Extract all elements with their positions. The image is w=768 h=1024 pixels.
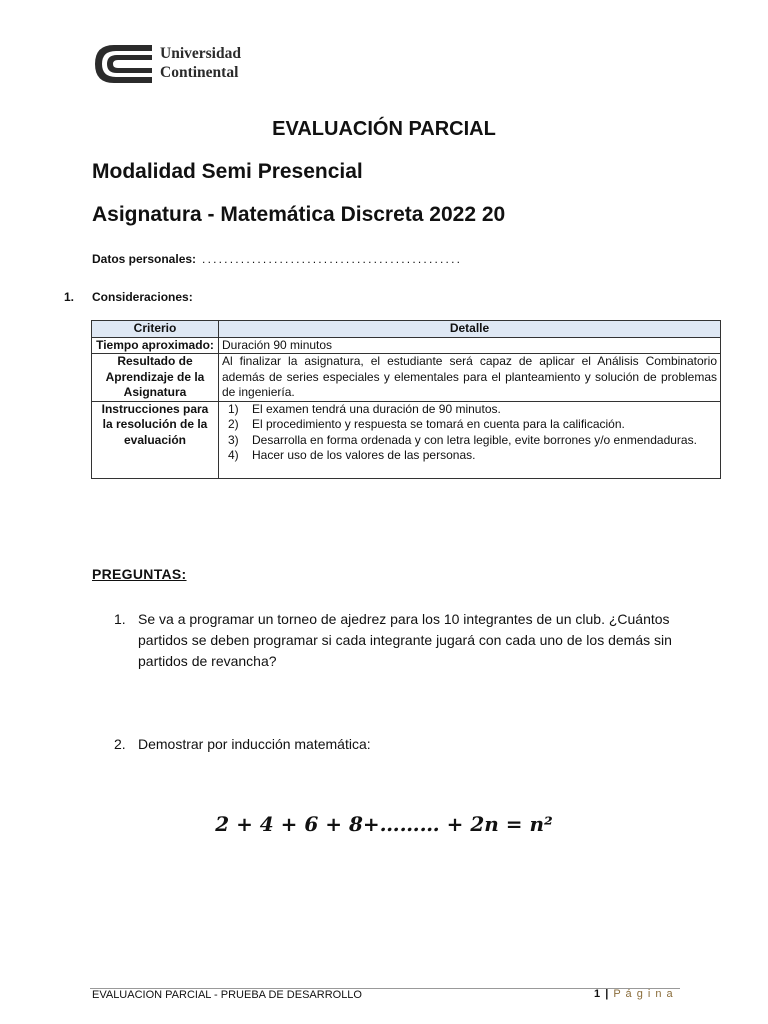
logo-text-line1: Universidad: [160, 45, 241, 62]
table-row: [92, 354, 721, 402]
list-item: [222, 433, 717, 449]
header-criterio: Criterio: [92, 321, 219, 338]
page-separator: |: [605, 988, 610, 1000]
page-word: P á g i n a: [613, 988, 674, 1000]
question-text: Demostrar por inducción matemática:: [138, 736, 371, 752]
list-item-text: El examen tendrá una duración de 90 minutos.: [252, 401, 501, 416]
detalle-cell: [219, 401, 721, 478]
logo-mark-icon: [92, 42, 154, 86]
table-row: [92, 337, 721, 354]
list-item-number: 2): [228, 417, 239, 431]
question-2: [114, 734, 704, 755]
table-header-row: [92, 321, 721, 338]
footer-page: [594, 988, 674, 1000]
page-number: 1: [594, 988, 602, 1000]
datos-label: Datos personales:: [92, 252, 197, 266]
criterio-cell: Resultado de Aprendizaje de la Asignatura: [92, 354, 219, 402]
list-item-text: Desarrolla en forma ordenada y con letra legible, evite borrones y/o enmendaduras.: [252, 432, 697, 447]
consideraciones-heading: [64, 290, 193, 304]
question-number: 2.: [114, 736, 126, 752]
detalle-cell: Al finalizar la asignatura, el estudiante será capaz de aplicar el Análisis Combinatorio además de series especiales y elementales para el planteamiento y solución de problemas de ingeniería.: [219, 354, 721, 402]
preguntas-heading: PREGUNTAS:: [92, 566, 187, 582]
list-item-text: Hacer uso de los valores de las personas.: [252, 448, 476, 462]
list-item-number: 3): [228, 432, 239, 447]
list-item-number: 4): [228, 448, 239, 462]
university-logo: [92, 42, 262, 86]
list-item-text: El procedimiento y respuesta se tomará en cuenta para la calificación.: [252, 417, 625, 431]
asignatura-heading: Asignatura - Matemática Discreta 2022 20: [92, 203, 506, 226]
list-item: [222, 417, 717, 433]
induction-formula: 2 + 4 + 6 + 8+……… + 2n = n²: [215, 812, 553, 836]
question-text: Se va a programar un torneo de ajedrez para los 10 integrantes de un club. ¿Cuántos partidos se deben programar si cada integrante jugará con cada uno de los demás sin partidos de revancha?: [138, 611, 672, 669]
question-1: [114, 609, 704, 672]
modalidad-heading: Modalidad Semi Presencial: [92, 160, 363, 183]
list-item-number: 1): [228, 401, 239, 416]
detalle-cell: Duración 90 minutos: [219, 337, 721, 354]
footer-title: EVALUACION PARCIAL - PRUEBA DE DESARROLLO: [92, 989, 362, 1001]
consideraciones-label: Consideraciones:: [92, 290, 193, 304]
criterio-cell: Tiempo aproximado:: [92, 337, 219, 354]
datos-dots: ...............................................: [202, 252, 463, 266]
header-detalle: Detalle: [219, 321, 721, 338]
list-item: [222, 402, 717, 418]
table-row: [92, 401, 721, 478]
criterio-cell: Instrucciones para la resolución de la evaluación: [92, 401, 219, 478]
instructions-list: [222, 402, 717, 464]
page-title: EVALUACIÓN PARCIAL: [272, 118, 496, 140]
question-number: 1.: [114, 611, 126, 627]
list-item: [222, 448, 717, 464]
criteria-table: [91, 320, 721, 479]
logo-text-line2: Continental: [160, 64, 239, 81]
datos-personales: [92, 252, 462, 266]
consideraciones-number: 1.: [64, 290, 75, 304]
